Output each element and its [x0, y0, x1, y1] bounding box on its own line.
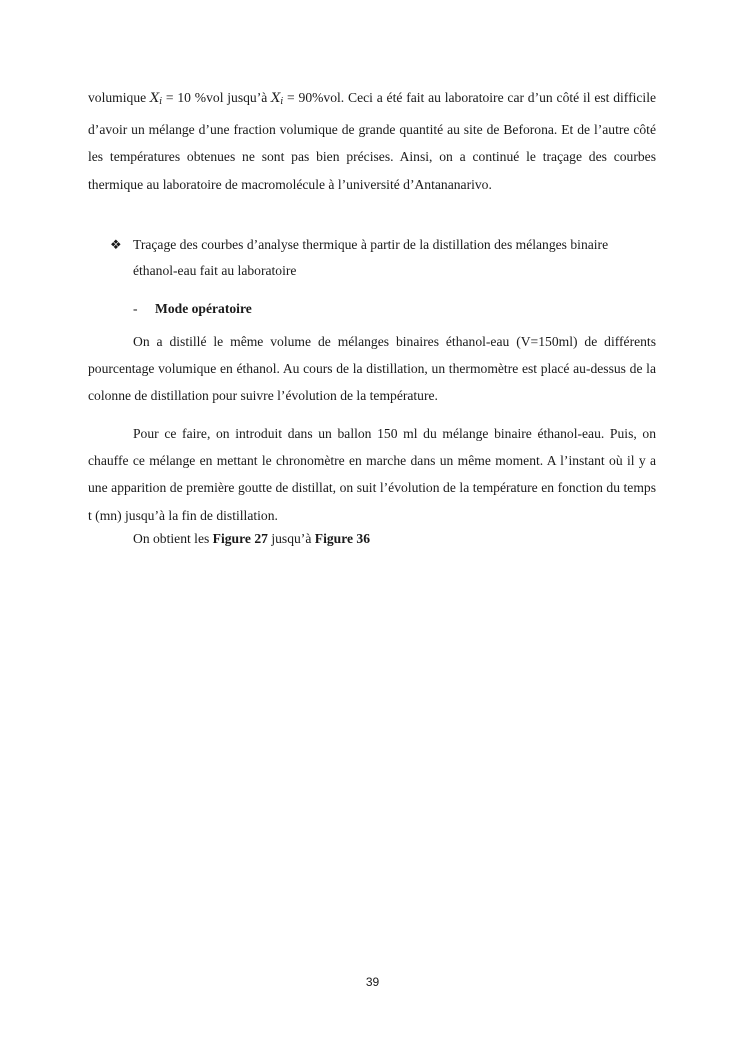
x-i-symbol: $X_i$ — [271, 91, 284, 107]
figures-reference-line: On obtient les Figure 27 jusqu’à Figure 36 — [133, 531, 371, 546]
figure-27-ref: Figure 27 — [212, 531, 268, 546]
text-run: = 10 %vol jusqu’à — [162, 90, 272, 105]
text-run: volumique — [88, 90, 150, 105]
procedure-paragraph: Pour ce faire, on introduit dans un ballon 150 ml du mélange binaire éthanol-eau. Puis, on chauffe ce mélange en mettant le chronomètre en marche dans un même moment. A l’instant où il y a une apparition de première goutte de distillat, on suit l’évolution de la température en fonction du temps t (mn) jusqu’à la fin de distillation. — [88, 426, 656, 523]
section-title: Mode opératoire — [155, 301, 252, 316]
method-paragraph: On a distillé le même volume de mélanges binaires éthanol-eau (V=150ml) de différents pourcentage volumique en éthanol. Au cours de la distillation, un thermomètre est placé au-dessus de la colonne de distillation pour suivre l’évolution de la température. — [88, 334, 656, 404]
figure-36-ref: Figure 36 — [314, 531, 371, 546]
dash-marker: - — [133, 301, 138, 316]
bullet-item — [110, 232, 650, 284]
page-number: 39 — [365, 975, 380, 989]
bullet-text: Traçage des courbes d’analyse thermique à partir de la distillation des mélanges binaire éthanol-eau fait au laboratoire — [133, 237, 609, 278]
diamond-bullet-icon: ❖ — [110, 237, 122, 252]
x-i-symbol: $X_i$ — [149, 91, 163, 107]
section-heading — [133, 298, 252, 320]
intro-paragraph — [88, 84, 656, 198]
text-run: = 90%vol. Ceci a été fait au laboratoire car d’un côté il est difficile d’avoir un mélange d’une fraction volumique de grande quantité au site de Beforona. Et de l’autre côté les températures obtenues ne sont pas bien précises. Ainsi, on a continué le traçage des courbes thermique au laboratoire de macromolécule à l’université d’Antananarivo. — [88, 90, 657, 192]
